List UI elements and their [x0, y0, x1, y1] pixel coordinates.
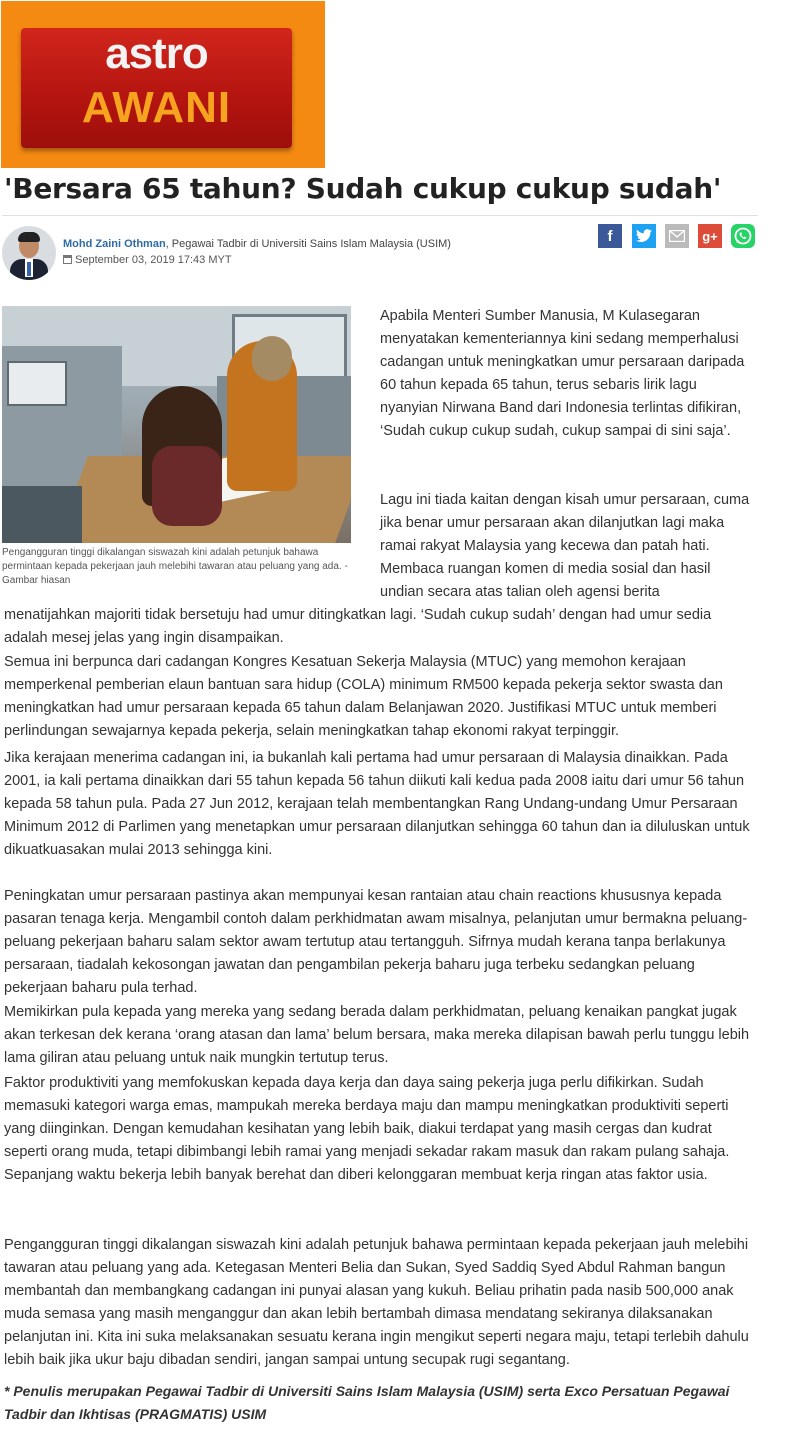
logo-line-awani: AWANI	[81, 83, 232, 132]
twitter-bird-icon	[636, 229, 652, 243]
calendar-icon	[63, 255, 72, 264]
byline	[63, 238, 451, 250]
logo-line-astro: astro	[105, 29, 208, 78]
article-photo	[2, 306, 351, 543]
astro-awani-logo[interactable]	[1, 1, 325, 168]
paragraph-2: Lagu ini tiada kaitan dengan kisah umur persaraan, cuma jika benar umur persaraan akan dilanjutkan lagi maka ramai rakyat Malaysia yang kecewa dan patah hati. Membaca ruangan komen di media sosial dan hasil undian secara atas talian oleh agensi berita	[380, 492, 750, 600]
googleplus-share-icon[interactable]: g+	[698, 224, 722, 248]
author-avatar	[2, 226, 56, 280]
author-role: , Pegawai Tadbir di Universiti Sains Islam Malaysia (USIM)	[165, 238, 451, 250]
twitter-share-icon[interactable]	[632, 224, 656, 248]
paragraph-3: Semua ini berpunca dari cadangan Kongres Kesatuan Sekerja Malaysia (MTUC) yang memohon kerajaan memperkenal pemberian elaun bantuan sara hidup (COLA) minimum RM500 kepada pekerja sektor swasta dan meningkatkan had umur persaraan kepada 65 tahun dalam Belanjawan 2020. Justifikasi MTUC untuk memberi perlindungan sewajarnya kepada pekerja, selain meningkatkan tahap ekonomi rakyat terpinggir.	[4, 654, 723, 739]
envelope-icon	[669, 230, 685, 242]
whatsapp-share-icon[interactable]	[731, 224, 755, 248]
logo-badge	[21, 28, 292, 148]
paragraph-7: Faktor produktiviti yang memfokuskan kepada daya kerja dan daya saing pekerja juga perlu difikirkan. Sudah memasuki kategori warga emas, mampukah mereka berdaya maju dan mampu meningkatkan produktiviti seperti yang diinginkan. Dengan kemudahan kesihatan yang lebih baik, diakui terdapat yang masih cergas dan kudrat seperti orang muda, tetapi dibimbangi lebih ramai yang menjadi sekadar rakam masuk dan rakam pulang sahaja. Sepanjang waktu bekerja lebih banyak berehat dan diberi kelonggaran membuat kerja ringan atas faktor usia.	[4, 1075, 730, 1183]
author-name-link[interactable]: Mohd Zaini Othman	[63, 238, 166, 250]
paragraph-8: Pengangguran tinggi dikalangan siswazah kini adalah petunjuk bahawa permintaan kepada pekerjaan jauh melebihi tawaran atau peluang yang ada. Ketegasan Menteri Belia dan Sukan, Syed Saddiq Syed Abdul Rahman bangun membantah dan membangkang cadangan ini punyai alasan yang kukuh. Beliau prihatin pada nasib 500,000 anak muda semasa yang masih menganggur dan akan lebih bertambah dimasa mendatang sekiranya dilaksanakan pelanjutan ini. Kita ini suka melaksanakan sesuatu kerana ingin mengikut seperti negara maju, tetapi terlebih dahulu lebih baik jika ukur baju dibadan sendiri, jangan sampai untung secupak rugi segantang.	[4, 1237, 749, 1368]
email-share-icon[interactable]	[665, 224, 689, 248]
whatsapp-phone-icon	[733, 226, 753, 246]
article-title: 'Bersara 65 tahun? Sudah cukup cukup sudah'	[4, 172, 722, 205]
author-footnote: * Penulis merupakan Pegawai Tadbir di Universiti Sains Islam Malaysia (USIM) serta Exco Persatuan Pegawai Tadbir dan Ikhtisas (PRAGMATIS) USIM	[4, 1383, 730, 1422]
publish-date	[63, 254, 232, 266]
title-divider	[2, 215, 758, 216]
photo-caption: Pengangguran tinggi dikalangan siswazah kini adalah petunjuk bahawa permintaan kepada pekerjaan jauh melebihi tawaran atau peluang yang ada. - Gambar hiasan	[2, 547, 348, 586]
paragraph-4: Jika kerajaan menerima cadangan ini, ia bukanlah kali pertama had umur persaraan di Malaysia dinaikkan. Pada 2001, ia kali pertama dinaikkan dari 55 tahun kepada 56 tahun diikuti kali kedua pada 2008 iaitu dari umur 56 tahun kepada 58 tahun pula. Pada 27 Jun 2012, kerajaan telah membentangkan Rang Undang-undang Umur Persaraan Minimum 2012 di Parlimen yang menetapkan umur persaraan dilanjutkan sehingga 60 tahun dan ia diluluskan untuk dikuatkuasakan mulai 2013 sehingga kini.	[4, 750, 750, 858]
paragraph-5: Peningkatan umur persaraan pastinya akan mempunyai kesan rantaian atau chain reactions khususnya kepada pasaran tenaga kerja. Mengambil contoh dalam perkhidmatan awam misalnya, pelanjutan umur bermakna peluang-peluang pekerjaan baharu salam sektor awam tertutup atau tertangguh. Sifrnya mudah kerana tanpa berlakunya persaraan, tiadalah kekosongan jawatan dan pengambilan pekerja baharu juga terbeku sedangkan peluang pekerjaan baharu pula terhad.	[4, 888, 748, 996]
paragraph-6: Memikirkan pula kepada yang mereka yang sedang berada dalam perkhidmatan, peluang kenaikan pangkat jugak akan terkesan dek kerana ‘orang atasan dan lama’ belum bersara, maka mereka dilapisan bawah perlu tunggu lebih lama giliran atau peluang untuk naik mungkin tertutup terus.	[4, 1004, 750, 1066]
publish-date-text: September 03, 2019 17:43 MYT	[75, 254, 232, 266]
paragraph-2-continued: menatijahkan majoriti tidak bersetuju had umur ditingkatkan lagi. ‘Sudah cukup sudah’ dengan had umur sedia adalah mesej jelas yang ingin disampaikan.	[4, 607, 712, 646]
paragraph-1: Apabila Menteri Sumber Manusia, M Kulasegaran menyatakan kementeriannya kini sedang memperhalusi cadangan untuk meningkatkan umur persaraan daripada 60 tahun kepada 65 tahun, terus sebaris lirik lagu nyanyian Nirwana Band dari Indonesia terlintas difikiran, ‘Sudah cukup cukup sudah, cukup sampai di sini saja’.	[380, 308, 745, 439]
facebook-share-icon[interactable]: f	[598, 224, 622, 248]
